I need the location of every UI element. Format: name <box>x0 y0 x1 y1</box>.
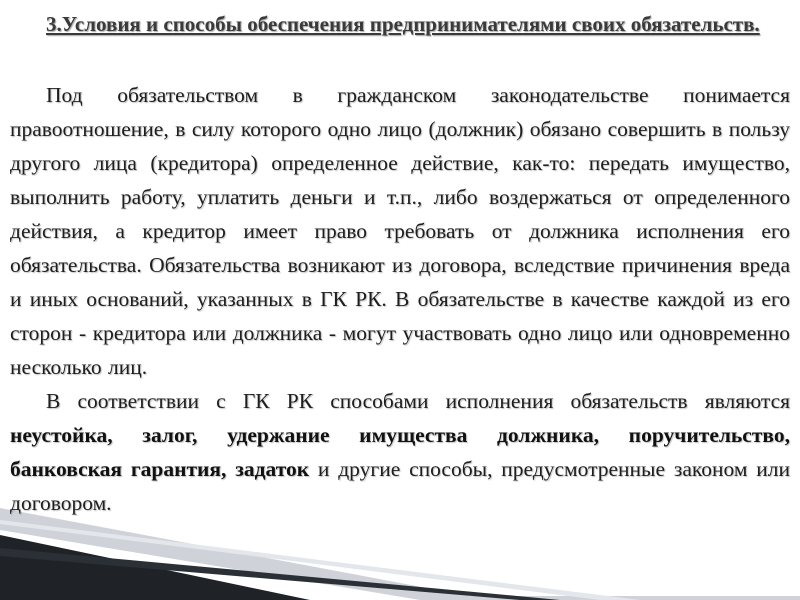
methods-list-bold: неустойка, залог, удержание имущества должника, поручительство, банковская гарантия, задаток <box>10 423 790 481</box>
methods-outro: и другие способы, предусмотренные законом или договором. <box>10 457 790 515</box>
paragraph-methods <box>10 384 790 520</box>
paragraph-definition: Под обязательством в гражданском законодательстве понимается правоотношение, в силу которого одно лицо (должник) обязано совершить в пользу другого лица (кредитора) определенное действие, как-то: передать имущество, выполнить работу, уплатить деньги и т.п., либо воздержаться от определенного действия, а кредитор имеет право требовать от должника исполнения его обязательства. Обязательства возникают из договора, вследствие причинения вреда и иных оснований, указанных в ГК РК. В обязательстве в качестве каждой из его сторон - кредитора или должника - могут участвовать одно лицо или одновременно несколько лиц. <box>10 83 790 379</box>
page-title: 3.Условия и способы обеспечения предпринимателями своих обязательств. <box>46 12 760 36</box>
methods-intro: В соответствии с ГК РК способами исполнения обязательств являются <box>46 389 790 413</box>
body-text <box>10 78 790 520</box>
